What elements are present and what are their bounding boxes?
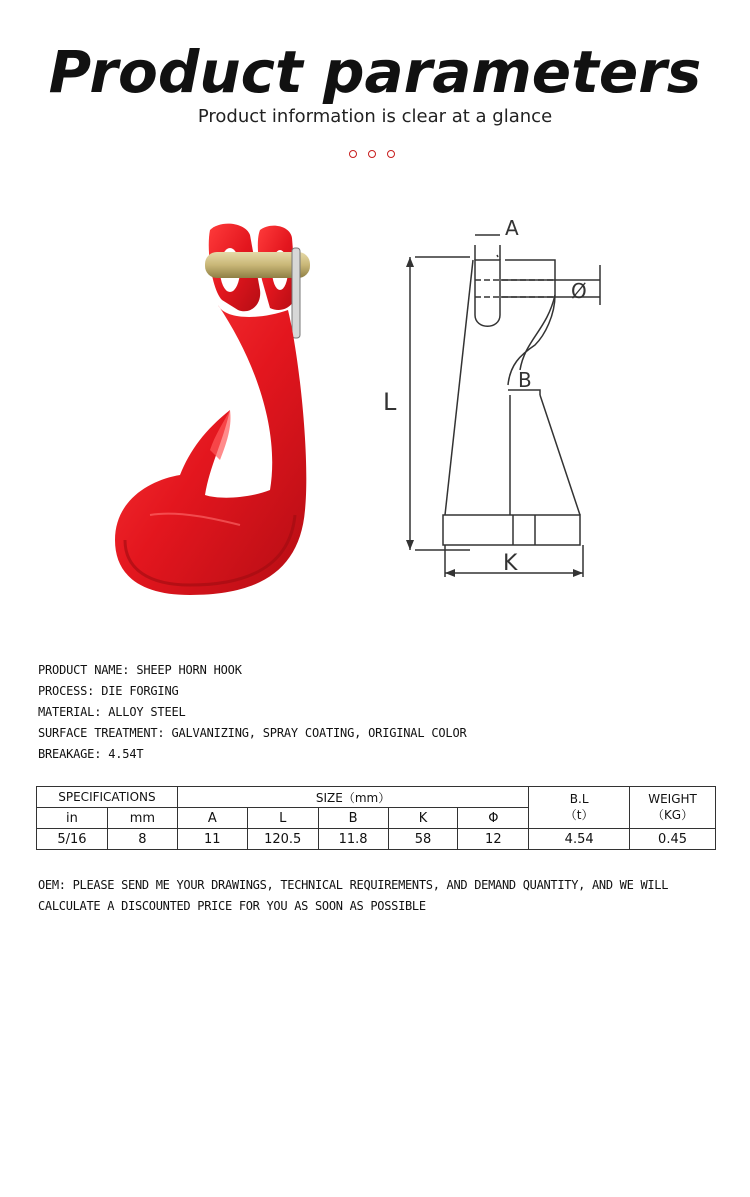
- header-bl-label: B.L: [569, 792, 589, 806]
- header-weight: [630, 787, 716, 829]
- header-weight-unit: （KG）: [651, 808, 694, 822]
- spec-material: MATERIAL: ALLOY STEEL: [38, 705, 186, 719]
- decorative-dots: [349, 150, 409, 160]
- specification-table: [36, 786, 716, 850]
- cell-k: 58: [388, 829, 458, 850]
- header-breaking-load: [529, 787, 630, 829]
- cell-phi: 12: [458, 829, 529, 850]
- header-specifications: SPECIFICATIONS: [37, 787, 178, 808]
- cell-b: 11.8: [318, 829, 388, 850]
- header-size: SIZE（mm）: [177, 787, 528, 808]
- technical-diagram: [375, 205, 615, 600]
- cell-bl: 4.54: [529, 829, 630, 850]
- dimension-label-phi: Ø: [571, 279, 587, 303]
- dimension-label-b: B: [518, 368, 532, 392]
- cell-a: 11: [177, 829, 247, 850]
- product-specs: [38, 660, 467, 765]
- dimension-label-l: L: [383, 388, 397, 416]
- spec-surface-treatment: SURFACE TREATMENT: GALVANIZING, SPRAY COATING, ORIGINAL COLOR: [38, 726, 467, 740]
- col-l: L: [247, 808, 318, 829]
- cell-mm: 8: [107, 829, 177, 850]
- dot-icon: [368, 150, 376, 158]
- page-title: Product parameters: [48, 38, 702, 106]
- col-a: A: [177, 808, 247, 829]
- cell-weight: 0.45: [630, 829, 716, 850]
- page-subtitle: Product information is clear at a glance: [197, 106, 553, 127]
- col-k: K: [388, 808, 458, 829]
- col-b: B: [318, 808, 388, 829]
- table-header-row: [37, 787, 716, 808]
- header-bl-unit: （t）: [564, 808, 594, 822]
- col-phi: Φ: [458, 808, 529, 829]
- spec-breakage: BREAKAGE: 4.54T: [38, 747, 144, 761]
- dot-icon: [349, 150, 357, 158]
- oem-line-2: CALCULATE A DISCOUNTED PRICE FOR YOU AS SOON AS POSSIBLE: [38, 899, 426, 913]
- spec-product-name: PRODUCT NAME: SHEEP HORN HOOK: [38, 663, 242, 677]
- cell-in: 5/16: [37, 829, 108, 850]
- col-mm: mm: [107, 808, 177, 829]
- table-row: [37, 829, 716, 850]
- dimension-label-k: K: [503, 551, 518, 576]
- dimension-label-a: A: [505, 216, 519, 240]
- col-in: in: [37, 808, 108, 829]
- spec-process: PROCESS: DIE FORGING: [38, 684, 179, 698]
- dot-icon: [387, 150, 395, 158]
- header-weight-label: WEIGHT: [648, 792, 697, 806]
- cell-l: 120.5: [247, 829, 318, 850]
- oem-note: [38, 875, 718, 917]
- oem-line-1: OEM: PLEASE SEND ME YOUR DRAWINGS, TECHNICAL REQUIREMENTS, AND DEMAND QUANTITY, AND WE WILL: [38, 878, 669, 892]
- product-photo: [110, 210, 340, 610]
